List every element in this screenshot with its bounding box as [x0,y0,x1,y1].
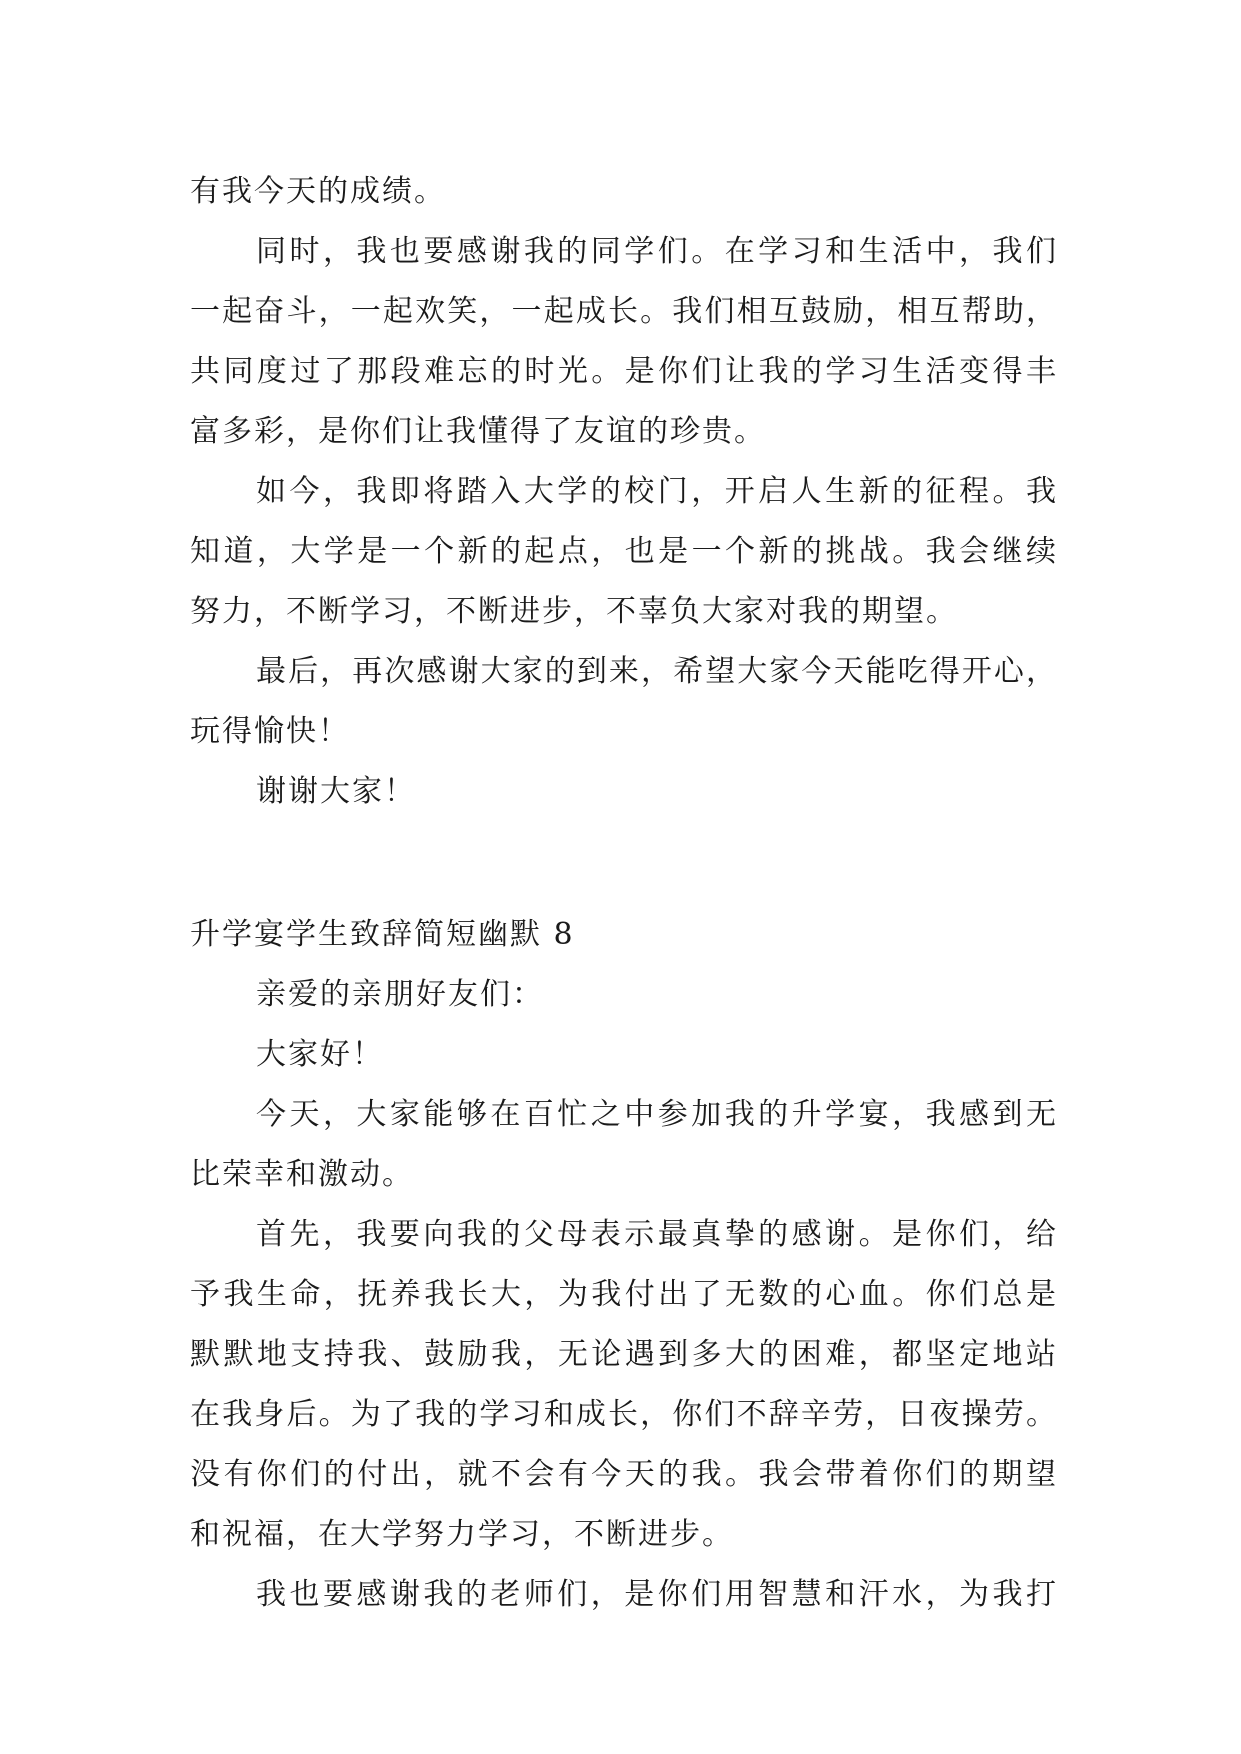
paragraph [190,762,1058,822]
text-line: 如今，我即将踏入大学的校门，开启人生新的征程。我 [256,474,1058,509]
text-line: 大家好！ [256,1037,384,1072]
text-line: 在我身后。为了我的学习和成长，你们不辞辛劳，日夜操劳。 [190,1397,1058,1432]
text-line: 同时，我也要感谢我的同学们。在学习和生活中，我们 [256,234,1058,269]
paragraph [190,965,1058,1025]
text-line: 我也要感谢我的老师们，是你们用智慧和汗水，为我打 [256,1577,1058,1612]
paragraph [190,1085,1058,1205]
text-line: 最后，再次感谢大家的到来，希望大家今天能吃得开心， [256,654,1058,689]
text-line: 有我今天的成绩。 [190,174,446,209]
document-page [190,162,1058,1625]
text-line: 今天，大家能够在百忙之中参加我的升学宴，我感到无 [256,1097,1058,1132]
paragraph [190,1565,1058,1625]
paragraph [190,1205,1058,1565]
text-line: 默默地支持我、鼓励我，无论遇到多大的困难，都坚定地站 [190,1337,1058,1372]
text-line: 一起奋斗，一起欢笑，一起成长。我们相互鼓励，相互帮助， [190,294,1058,329]
text-line: 亲爱的亲朋好友们： [256,977,544,1012]
paragraph [190,462,1058,642]
text-line: 玩得愉快！ [190,714,350,749]
paragraph [190,222,1058,462]
paragraph [190,162,1058,222]
text-line: 努力，不断学习，不断进步，不辜负大家对我的期望。 [190,594,958,629]
text-line: 共同度过了那段难忘的时光。是你们让我的学习生活变得丰 [190,354,1058,389]
text-line: 知道，大学是一个新的起点，也是一个新的挑战。我会继续 [190,534,1058,569]
text-line: 和祝福，在大学努力学习，不断进步。 [190,1517,734,1552]
section-spacer [190,822,1058,905]
section-title: 升学宴学生致辞简短幽默 8 [190,917,575,952]
text-line: 富多彩，是你们让我懂得了友谊的珍贵。 [190,414,766,449]
text-line: 予我生命，抚养我长大，为我付出了无数的心血。你们总是 [190,1277,1058,1312]
paragraph [190,642,1058,762]
text-line: 没有你们的付出，就不会有今天的我。我会带着你们的期望 [190,1457,1058,1492]
paragraph [190,1025,1058,1085]
text-line: 首先，我要向我的父母表示最真挚的感谢。是你们，给 [256,1217,1058,1252]
text-line: 谢谢大家！ [256,774,416,809]
text-line: 比荣幸和激动。 [190,1157,414,1192]
